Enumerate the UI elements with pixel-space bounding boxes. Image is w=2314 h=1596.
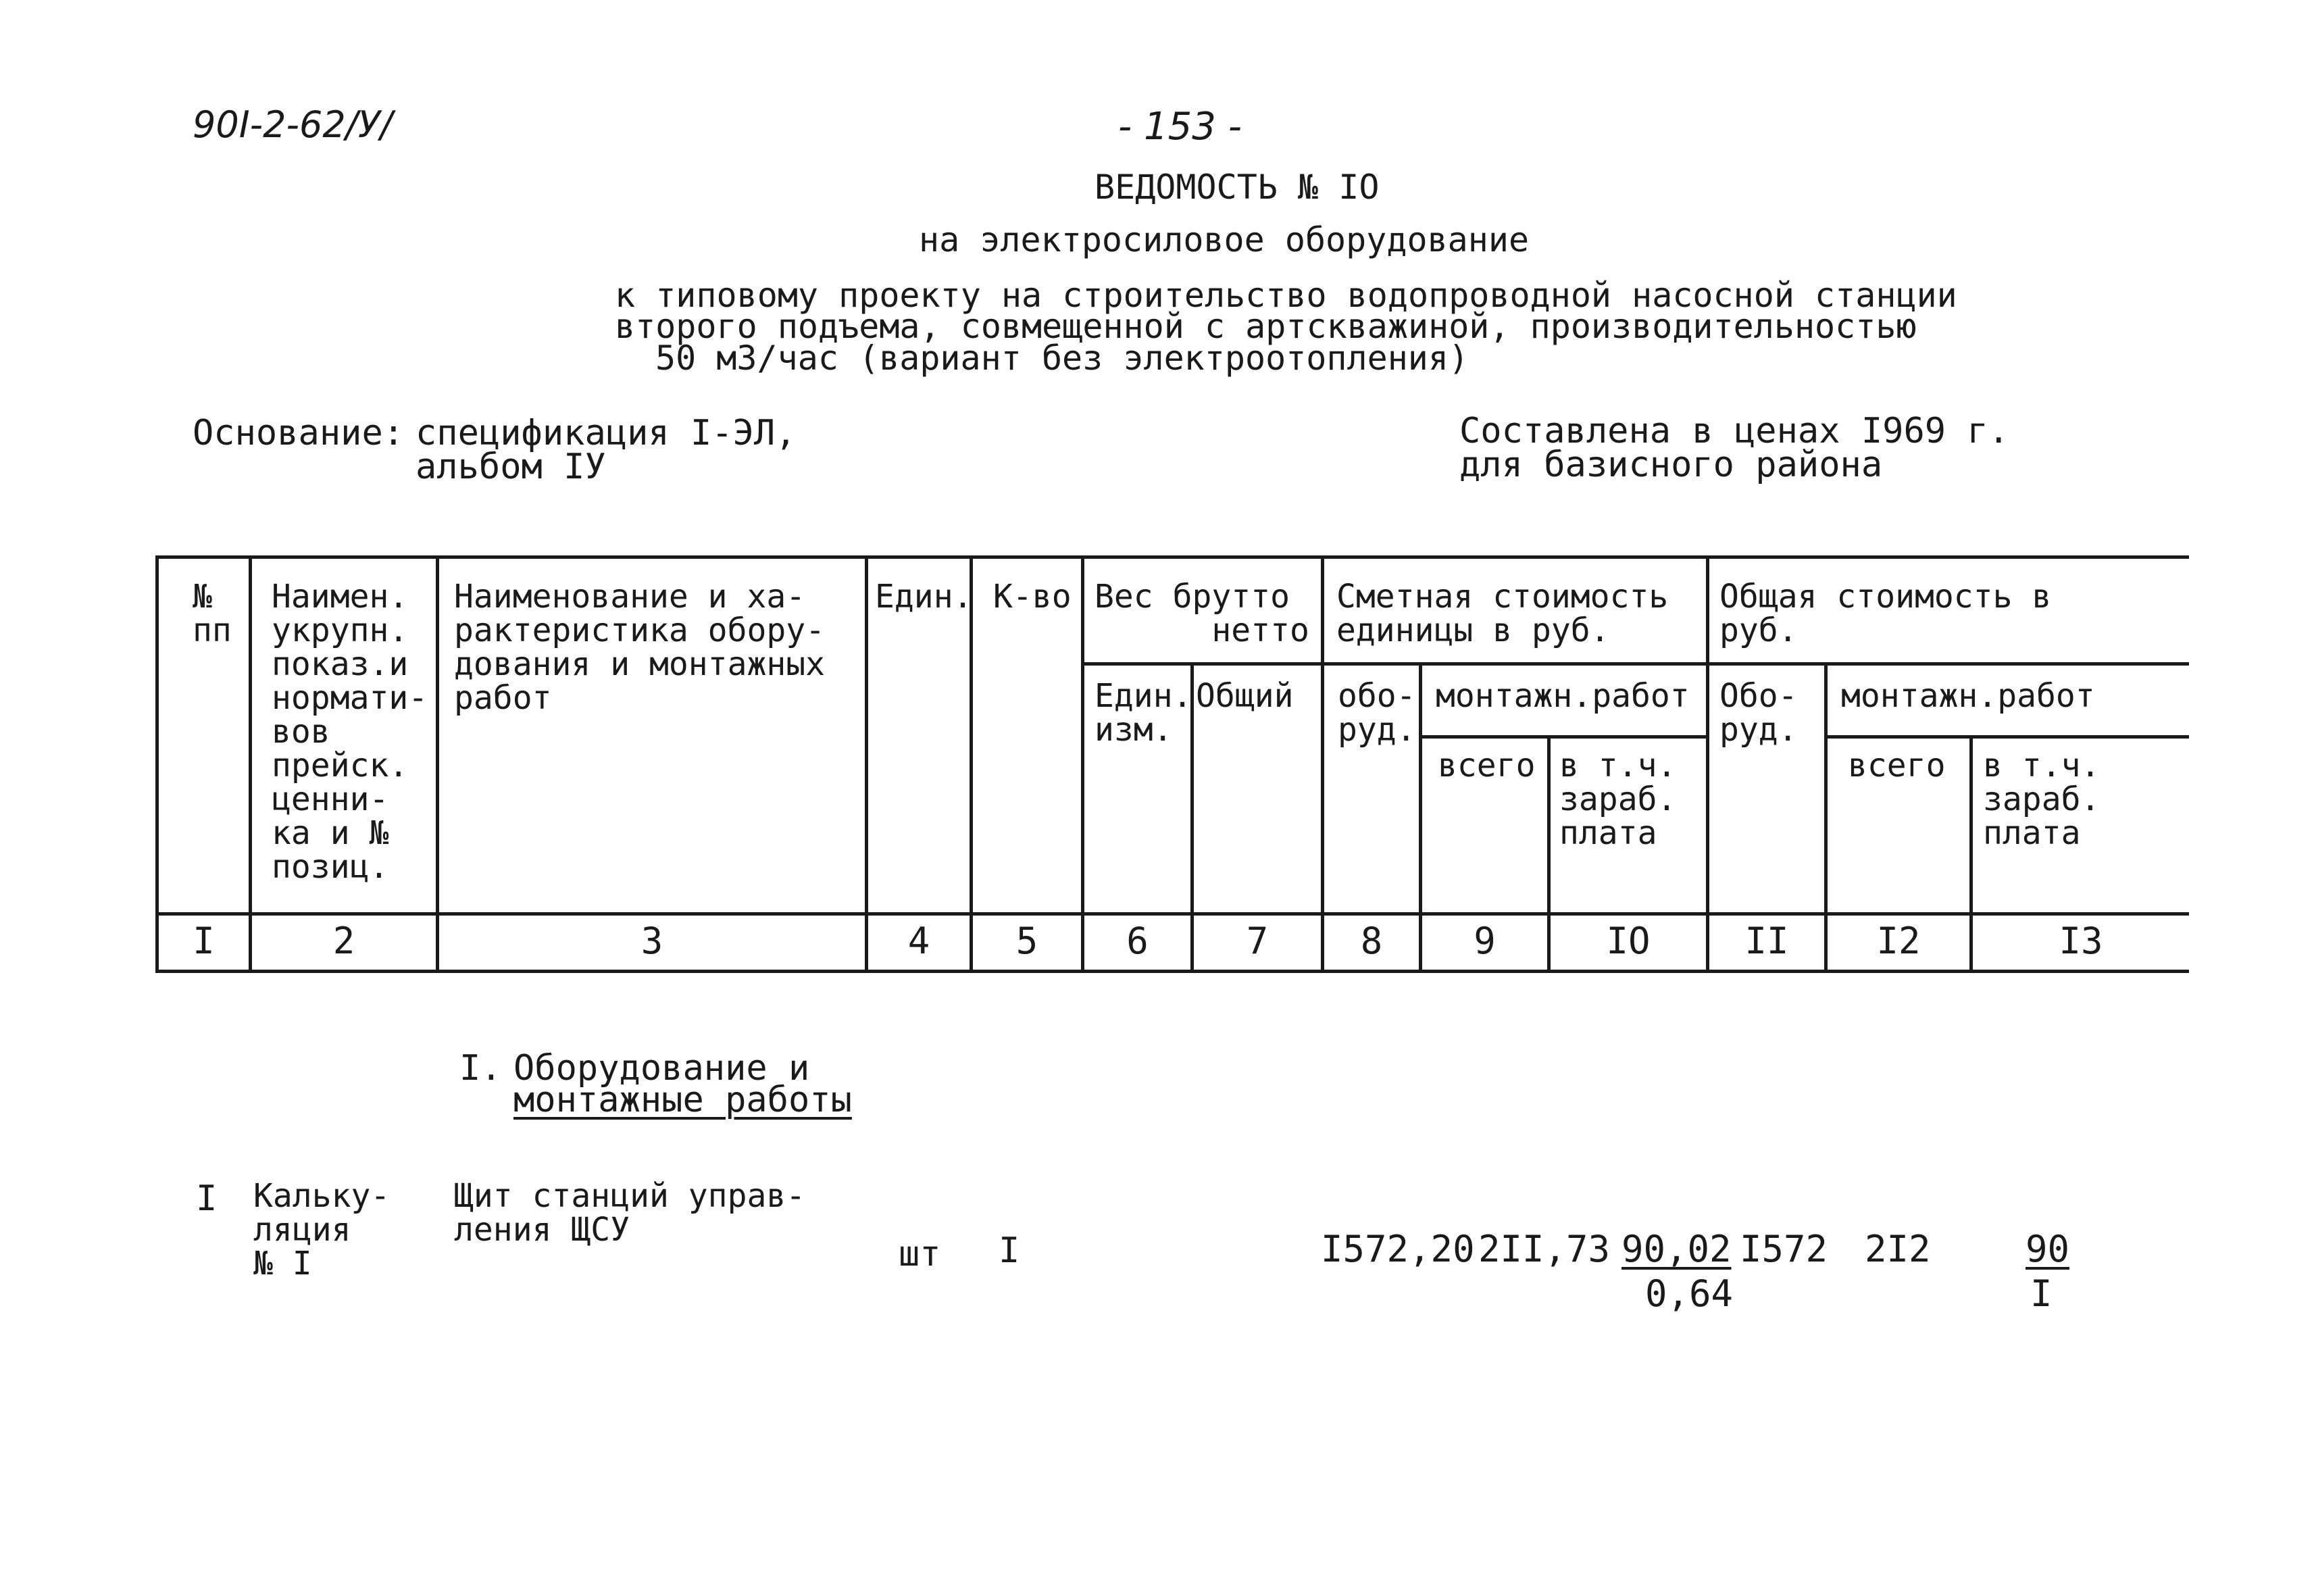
statement-subtitle: на электросиловое оборудование bbox=[919, 220, 1530, 259]
basis-label: Основание: bbox=[193, 413, 405, 453]
row-unit: шт bbox=[899, 1234, 941, 1274]
row-total-wage: 90 bbox=[2026, 1228, 2070, 1270]
header-weight-unit: Един. изм. bbox=[1095, 677, 1192, 749]
header-row-number: № пп bbox=[193, 578, 232, 649]
section-title-line2: монтажные работы bbox=[513, 1080, 852, 1120]
row-quantity: I bbox=[999, 1230, 1020, 1271]
section-title-line1: Оборудование и bbox=[513, 1048, 810, 1089]
column-number-9: 9 bbox=[1474, 920, 1496, 962]
project-description-line3: 50 м3/час (вариант без электроотопления) bbox=[655, 339, 1469, 378]
basis-spec: спецификация I-ЭЛ, bbox=[416, 413, 797, 453]
column-number-11: II bbox=[1744, 920, 1789, 962]
row-installation-wage: 90,02 bbox=[1621, 1228, 1732, 1270]
row-number: I bbox=[196, 1178, 218, 1219]
price-basis-line1: Составлена в ценах I969 г. bbox=[1459, 411, 2009, 451]
column-number-1: I bbox=[193, 920, 215, 962]
row-equipment-name: Щит станций управ- ления ЩСУ bbox=[454, 1177, 806, 1249]
column-number-6: 6 bbox=[1126, 920, 1149, 962]
header-wage-estimated: в т.ч. зараб. плата bbox=[1559, 747, 1677, 852]
row-equipment-price: I572,20 bbox=[1321, 1228, 1475, 1270]
column-number-4: 4 bbox=[907, 920, 930, 962]
header-quantity: К-во bbox=[993, 578, 1072, 616]
column-number-12: I2 bbox=[1876, 920, 1921, 962]
column-number-7: 7 bbox=[1246, 920, 1269, 962]
column-number-5: 5 bbox=[1015, 920, 1038, 962]
header-installation-total: монтажн.работ bbox=[1841, 677, 2095, 715]
header-source-reference: Наимен. укрупн. показ.и нормати- вов прейск. ценни- ка и № позиц. bbox=[272, 578, 428, 886]
project-description-line2: второго подъема, совмещенной с артскважиной, производительностью bbox=[615, 307, 1917, 346]
project-description-line1: к типовому проекту на строительство водопроводной насосной станции bbox=[615, 276, 1957, 315]
document-code: 90I-2-62/У/ bbox=[193, 103, 393, 146]
basis-album: альбом IУ bbox=[416, 447, 606, 487]
header-weight-total: Общий bbox=[1196, 677, 1294, 715]
section-number: I. bbox=[459, 1048, 502, 1089]
row-total-installation: 2I2 bbox=[1865, 1228, 1931, 1270]
page-number: - 153 - bbox=[1118, 105, 1242, 149]
column-number-8: 8 bbox=[1360, 920, 1383, 962]
header-estimated-cost: Сметная стоимость единицы в руб. bbox=[1336, 578, 1669, 649]
price-basis-line2: для базисного района bbox=[1459, 445, 1883, 485]
header-installation-all-total: всего bbox=[1848, 747, 1946, 784]
header-total-cost: Общая стоимость в руб. bbox=[1719, 578, 2052, 649]
header-equipment-estimated: обо- руд. bbox=[1338, 677, 1416, 749]
row-total-equipment: I572 bbox=[1740, 1228, 1828, 1270]
header-wage-total: в т.ч. зараб. плата bbox=[1983, 747, 2101, 852]
header-installation-all-estimated: всего bbox=[1438, 747, 1536, 784]
header-weight: Вес брутто нетто bbox=[1095, 578, 1309, 649]
row-installation-all: 2II,73 bbox=[1478, 1228, 1611, 1270]
row-total-wage-sub: I bbox=[2030, 1272, 2053, 1315]
column-number-2: 2 bbox=[332, 920, 355, 962]
column-number-13: I3 bbox=[2059, 920, 2103, 962]
header-equipment-total: Обо- руд. bbox=[1719, 677, 1798, 749]
header-unit: Един. bbox=[875, 578, 973, 616]
header-installation-estimated: монтажн.работ bbox=[1436, 677, 1690, 715]
column-number-3: 3 bbox=[640, 920, 663, 962]
header-equipment-name: Наименование и ха- рактеристика обору- дования и монтажных работ bbox=[454, 578, 826, 717]
row-source-reference: Кальку- ляция № I bbox=[253, 1177, 391, 1282]
row-installation-wage-sub: 0,64 bbox=[1645, 1272, 1734, 1315]
statement-title: ВЕДОМОСТЬ № IO bbox=[1095, 168, 1380, 207]
column-number-10: IO bbox=[1606, 920, 1651, 962]
